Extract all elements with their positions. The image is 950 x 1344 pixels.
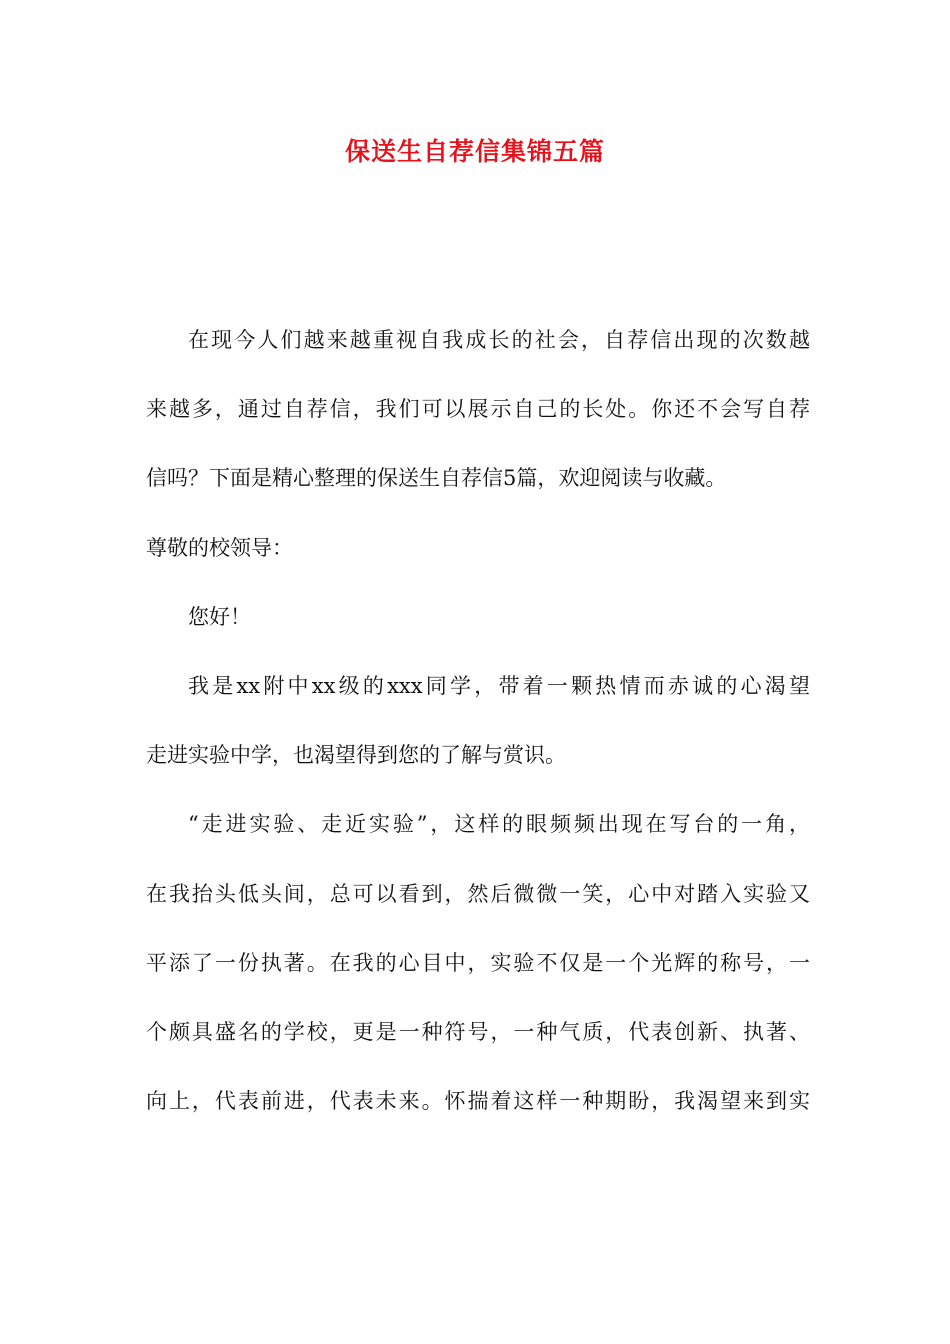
paragraph-line: 走进实验中学，也渴望得到您的了解与赏识。: [146, 743, 566, 768]
paragraph-line: 向上，代表前进，代表未来。怀揣着这样一种期盼，我渴望来到实: [146, 1089, 810, 1114]
paragraph-line: 个颇具盛名的学校，更是一种符号，一种气质，代表创新、执著、: [146, 1019, 810, 1044]
paragraph-line: “走进实验、走近实验”，这样的眼频频出现在写台的一角，: [188, 812, 810, 837]
paragraph-line: 在我抬头低头间，总可以看到，然后微微一笑，心中对踏入实验又: [146, 881, 810, 906]
paragraph-line: 平添了一份执著。在我的心目中，实验不仅是一个光辉的称号，一: [146, 950, 810, 975]
paragraph-line: 信吗？下面是精心整理的保送生自荐信5篇，欢迎阅读与收藏。: [146, 466, 727, 491]
document-title: 保送生自荐信集锦五篇: [344, 137, 605, 166]
document-body: [146, 313, 810, 1143]
salutation-line: 尊敬的校领导：: [146, 535, 293, 560]
greeting-line: 您好！: [188, 604, 251, 629]
paragraph-line: 在现今人们越来越重视自我成长的社会，自荐信出现的次数越: [188, 328, 810, 352]
paragraph-line: 我是xx附中xx级的xxx同学，带着一颗热情而赤诚的心渴望: [188, 673, 810, 698]
paragraph-line: 来越多，通过自荐信，我们可以展示自己的长处。你还不会写自荐: [146, 397, 810, 422]
